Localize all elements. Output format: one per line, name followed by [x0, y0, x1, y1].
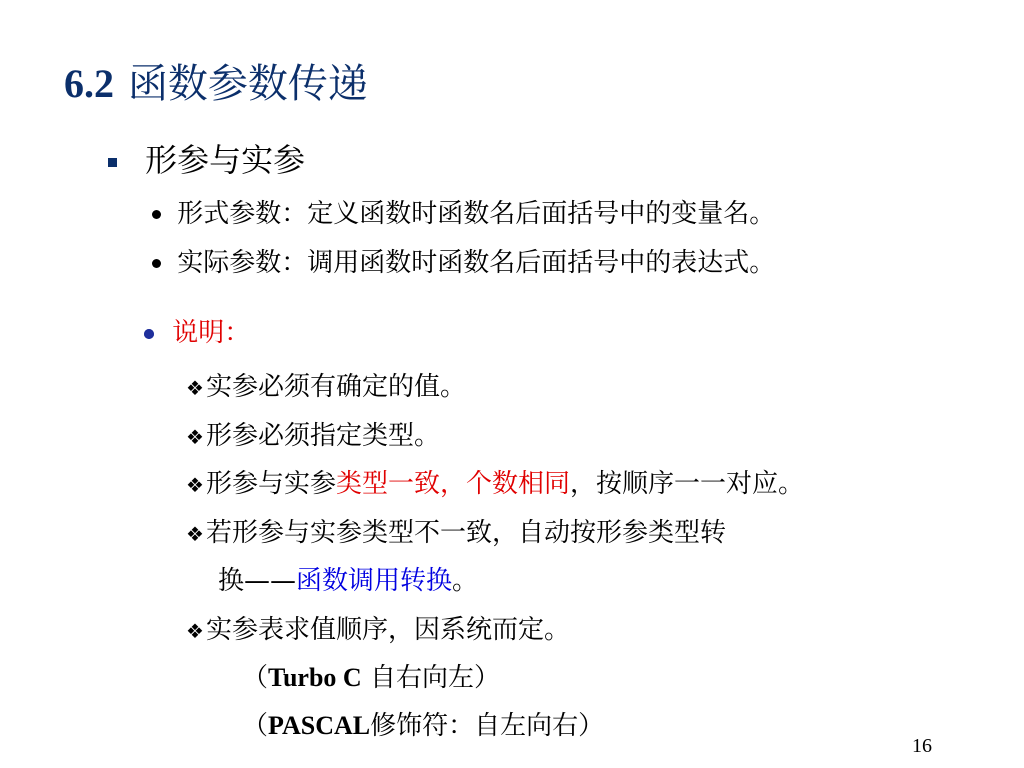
dot-bullet-icon [152, 259, 161, 268]
note-item-text: 形参必须指定类型。 [205, 421, 440, 451]
note-item-text-post: ，按顺序一一对应。 [569, 469, 804, 499]
definition-text: 实际参数：调用函数时函数名后面括号中的表达式。 [177, 248, 776, 278]
paren-open: （ [242, 663, 269, 693]
paren-open: （ [242, 711, 269, 741]
note-item [186, 366, 466, 403]
definition-item [152, 193, 775, 230]
note-item-text: 若形参与实参类型不一致，自动按形参类型转 [205, 518, 726, 548]
page-number: 16 [912, 735, 932, 757]
note-item [186, 415, 440, 452]
diamond-bullet-icon: ❖ [186, 472, 204, 497]
section-label: 形参与实参 [145, 141, 306, 179]
title-text: 函数参数传递 [127, 61, 368, 107]
section-heading [108, 135, 305, 181]
paren-bold: PASCAL [268, 711, 371, 740]
dot-bullet-icon [152, 210, 161, 219]
note-item-continuation [218, 560, 478, 597]
note-item [186, 463, 804, 500]
note-item [186, 609, 570, 646]
note-item-text-pre: 形参与实参 [205, 469, 336, 499]
paren-line [242, 705, 604, 742]
definition-text: 形式参数：定义函数时函数名后面括号中的变量名。 [177, 199, 776, 229]
note-item [186, 512, 726, 549]
note-item-text-pre: 换—— [218, 566, 297, 596]
diamond-bullet-icon: ❖ [186, 618, 204, 643]
definition-item [152, 242, 775, 279]
note-item-text: 实参必须有确定的值。 [205, 372, 466, 402]
square-bullet-icon [108, 158, 117, 167]
note-label: 说明： [172, 318, 251, 348]
diamond-bullet-icon: ❖ [186, 521, 204, 546]
diamond-bullet-icon: ❖ [186, 375, 204, 400]
paren-rest: 修饰符：自左向右） [370, 711, 605, 741]
note-item-text-post: 。 [452, 566, 479, 596]
note-item-emphasis: 函数调用转换 [296, 566, 453, 596]
paren-line [242, 657, 500, 694]
note-item-emphasis: 类型一致，个数相同 [335, 469, 570, 499]
paren-bold: Turbo C [268, 663, 362, 692]
paren-rest: 自右向左） [361, 663, 500, 693]
note-heading [144, 312, 250, 349]
round-bullet-icon [144, 329, 154, 339]
diamond-bullet-icon: ❖ [186, 424, 204, 449]
note-item-text: 实参表求值顺序，因系统而定。 [205, 615, 570, 645]
slide-title [64, 52, 368, 109]
title-number: 6.2 [64, 61, 114, 106]
